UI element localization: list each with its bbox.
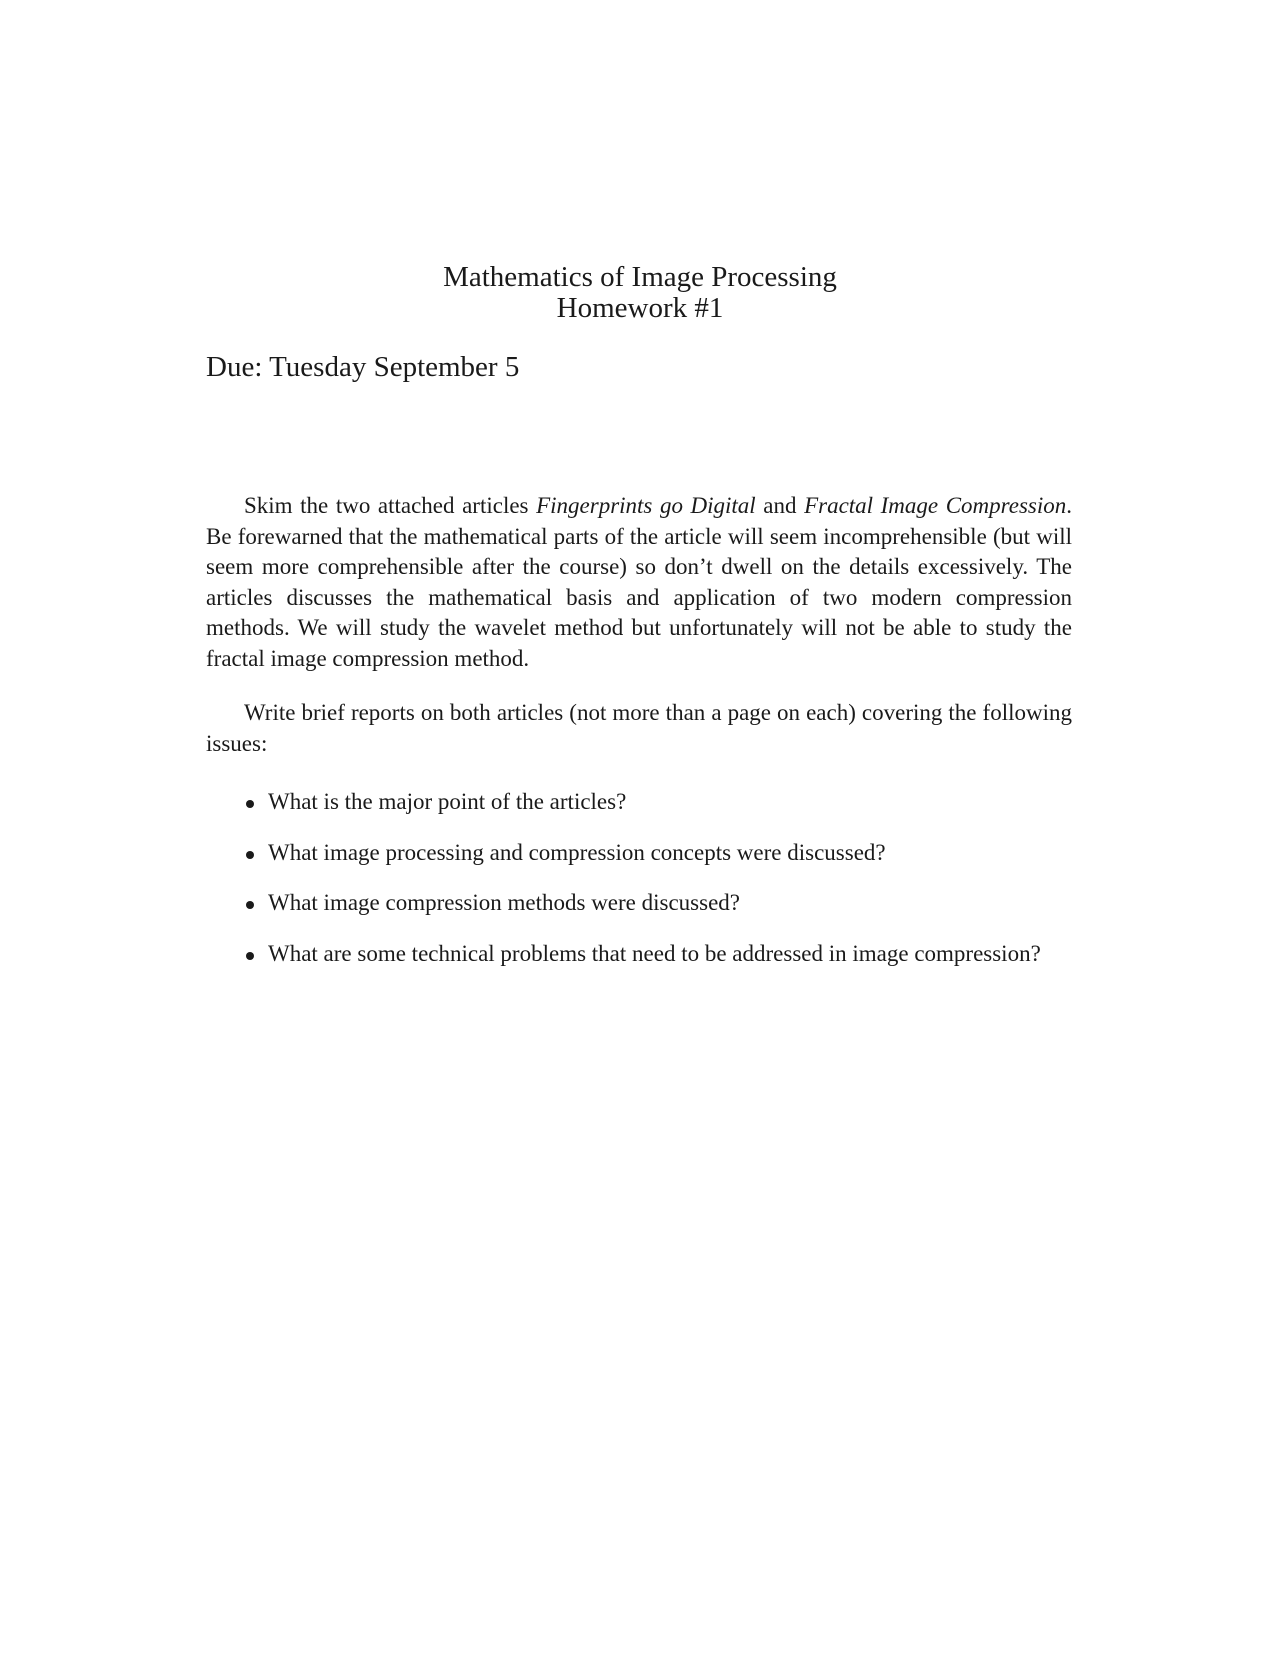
article-title-fingerprints: Fingerprints go Digital [536,493,756,518]
bullet-icon [246,800,254,808]
question-list [206,787,1072,989]
instructions-paragraph [206,491,1072,674]
assignment-title: Homework #1 [556,292,724,324]
title-block [0,262,1280,324]
paragraph-lead: Skim the two attached articles [244,493,537,518]
list-item [206,787,1072,818]
bullet-icon [246,851,254,859]
question-text: What image compression methods were discussed? [268,890,741,915]
list-item [206,939,1072,970]
question-text: What image processing and compression concepts were discussed? [268,839,886,865]
bullet-icon [246,901,254,909]
list-item [206,838,1072,869]
course-title: Mathematics of Image Processing [443,261,837,293]
article-title-fractal: Fractal Image Compression [804,493,1067,518]
question-text: What are some technical problems that need to be addressed in image compression? [268,940,1041,966]
list-item [206,888,1072,919]
report-paragraph [206,698,1072,759]
due-date: Due: Tuesday September 5 [206,351,520,383]
paragraph-connector: and [755,493,805,518]
question-text: What is the major point of the articles? [268,789,627,814]
report-instructions: Write brief reports on both articles (not more than a page on each) covering the following issues: [206,700,1072,756]
bullet-icon [246,952,254,960]
paragraph-rest: . Be forewarned that the mathematical parts of the article will seem incomprehensible (but will seem more comprehensible after the course) so don’t dwell on the details excessively. The articles discusses the mathematical basis and application of two modern compression methods. We will study the wavelet method but unfortunately will not be able to study the fractal image compression method. [206,493,1072,671]
